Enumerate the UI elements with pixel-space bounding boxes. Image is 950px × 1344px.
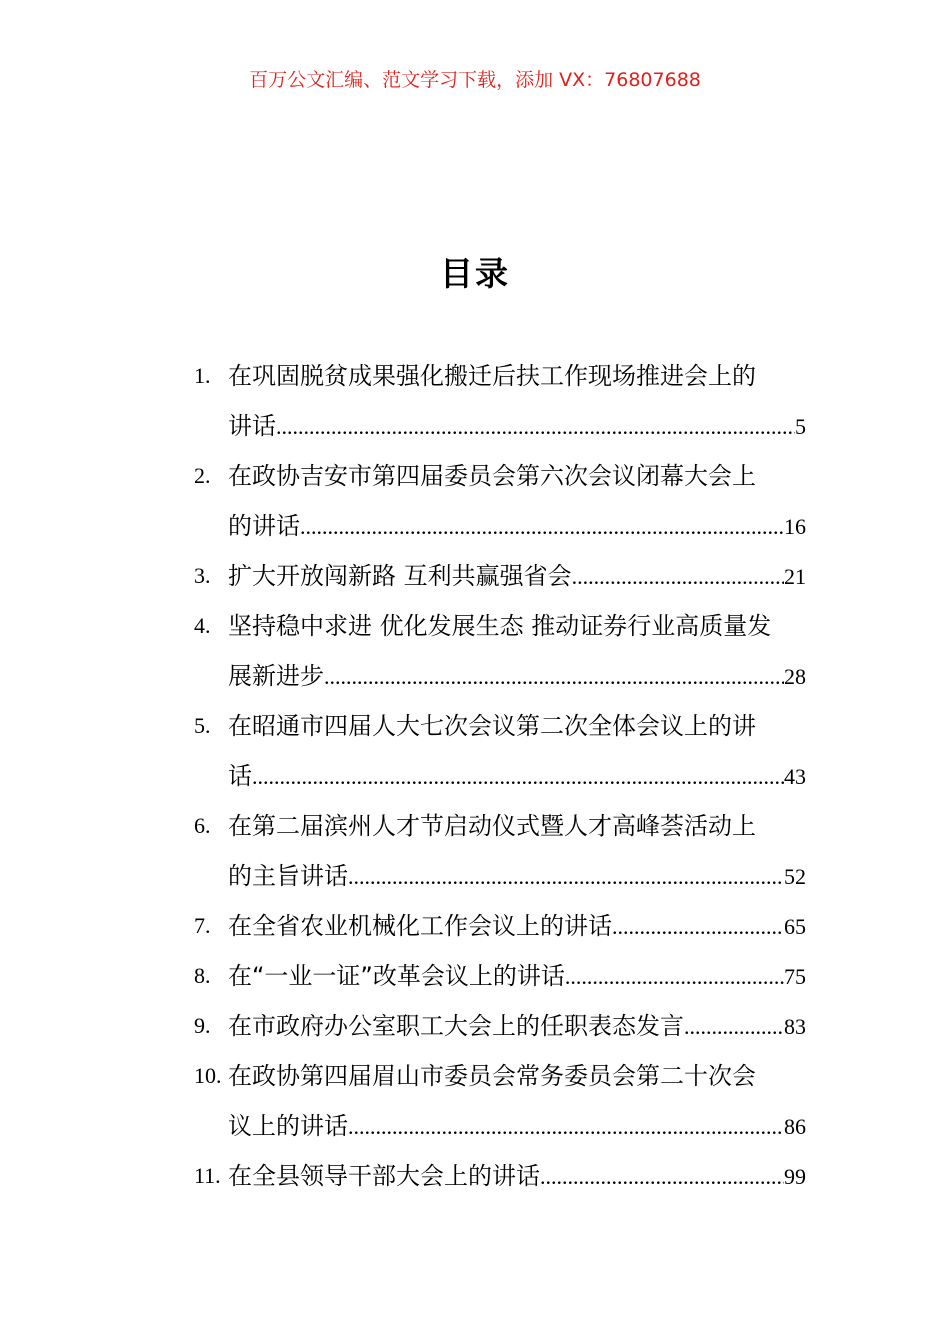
toc-dot-leader (300, 502, 784, 552)
toc-entry-title-tail: 话 (228, 762, 252, 790)
toc-entry[interactable] (194, 1051, 806, 1151)
toc-page-number: 52 (784, 864, 806, 889)
toc-dot-leader (612, 902, 784, 952)
toc-entry-title-tail: 议上的讲话 (228, 1112, 348, 1140)
toc-entry-number: 6. (194, 813, 211, 838)
toc-entry[interactable] (194, 1151, 806, 1201)
toc-page-number: 43 (784, 764, 806, 789)
toc-page-number: 86 (784, 1114, 806, 1139)
toc-entry-last-line (228, 851, 806, 901)
toc-page-number: 83 (784, 1014, 806, 1039)
toc-entry-title-line: 在第二届滨州人才节启动仪式暨人才高峰荟活动上 (228, 812, 756, 840)
toc-entry-last-line (228, 651, 806, 701)
toc-page-number: 65 (784, 914, 806, 939)
toc-page-number: 16 (784, 514, 806, 539)
toc-entry-number: 2. (194, 463, 211, 488)
toc-entry-last-line (228, 951, 806, 1001)
toc-entry-number: 5. (194, 713, 211, 738)
toc-entry-number: 7. (194, 913, 211, 938)
toc-page-number: 99 (784, 1164, 806, 1189)
toc-entry-last-line (228, 1001, 806, 1051)
toc-entry-title-tail: 在“一业一证”改革会议上的讲话 (228, 962, 565, 990)
toc-entry-title-tail: 的讲话 (228, 512, 300, 540)
toc-entry-last-line (228, 501, 806, 551)
toc-entry-number: 10. (194, 1063, 222, 1088)
toc-entry-title-line: 在政协吉安市第四届委员会第六次会议闭幕大会上 (228, 462, 756, 490)
toc-entry[interactable] (194, 901, 806, 951)
toc-entry-title-tail: 在全省农业机械化工作会议上的讲话 (228, 912, 612, 940)
toc-title: 目录 (440, 254, 510, 293)
toc-entry-number: 3. (194, 563, 211, 588)
toc-dot-leader (276, 402, 795, 452)
toc-entry-last-line (228, 751, 806, 801)
toc-entry-number: 8. (194, 963, 211, 988)
toc-dot-leader (348, 852, 784, 902)
toc-list (194, 351, 806, 1201)
toc-entry-title-line: 在巩固脱贫成果强化搬迁后扶工作现场推进会上的 (228, 362, 756, 390)
toc-dot-leader (348, 1102, 784, 1152)
toc-page-number: 21 (784, 564, 806, 589)
toc-entry[interactable] (194, 701, 806, 801)
toc-entry-title-line: 在政协第四届眉山市委员会常务委员会第二十次会 (228, 1062, 756, 1090)
toc-entry-title-line: 坚持稳中求进 优化发展生态 推动证券行业高质量发 (228, 612, 772, 640)
toc-entry-title-tail: 在全县领导干部大会上的讲话 (228, 1162, 540, 1190)
toc-dot-leader (252, 752, 784, 802)
toc-entry[interactable] (194, 801, 806, 901)
toc-entry-number: 1. (194, 363, 211, 388)
toc-entry-last-line (228, 1151, 806, 1201)
toc-dot-leader (540, 1152, 784, 1202)
toc-entry-number: 9. (194, 1013, 211, 1038)
toc-entry-last-line (228, 401, 806, 451)
toc-entry-title-tail: 讲话 (228, 412, 276, 440)
toc-entry[interactable] (194, 951, 806, 1001)
toc-entry-last-line (228, 551, 806, 601)
toc-dot-leader (565, 952, 784, 1002)
toc-entry[interactable] (194, 551, 806, 601)
toc-entry[interactable] (194, 1001, 806, 1051)
toc-dot-leader (684, 1002, 784, 1052)
toc-page-number: 75 (784, 964, 806, 989)
toc-page-number: 28 (784, 664, 806, 689)
header-banner: 百万公文汇编、范文学习下载，添加 VX：76807688 (249, 69, 701, 91)
toc-entry-title-tail: 扩大开放闯新路 互利共赢强省会 (228, 562, 572, 590)
toc-dot-leader (572, 552, 784, 602)
toc-dot-leader (324, 652, 784, 702)
toc-entry[interactable] (194, 451, 806, 551)
toc-entry-number: 4. (194, 613, 211, 638)
toc-entry[interactable] (194, 601, 806, 701)
toc-entry[interactable] (194, 351, 806, 451)
toc-entry-title-tail: 展新进步 (228, 662, 324, 690)
toc-page-number: 5 (795, 414, 806, 439)
toc-entry-title-tail: 的主旨讲话 (228, 862, 348, 890)
toc-entry-last-line (228, 901, 806, 951)
toc-entry-number: 11. (194, 1163, 221, 1188)
toc-entry-title-tail: 在市政府办公室职工大会上的任职表态发言 (228, 1012, 684, 1040)
toc-entry-title-line: 在昭通市四届人大七次会议第二次全体会议上的讲 (228, 712, 756, 740)
toc-entry-last-line (228, 1101, 806, 1151)
